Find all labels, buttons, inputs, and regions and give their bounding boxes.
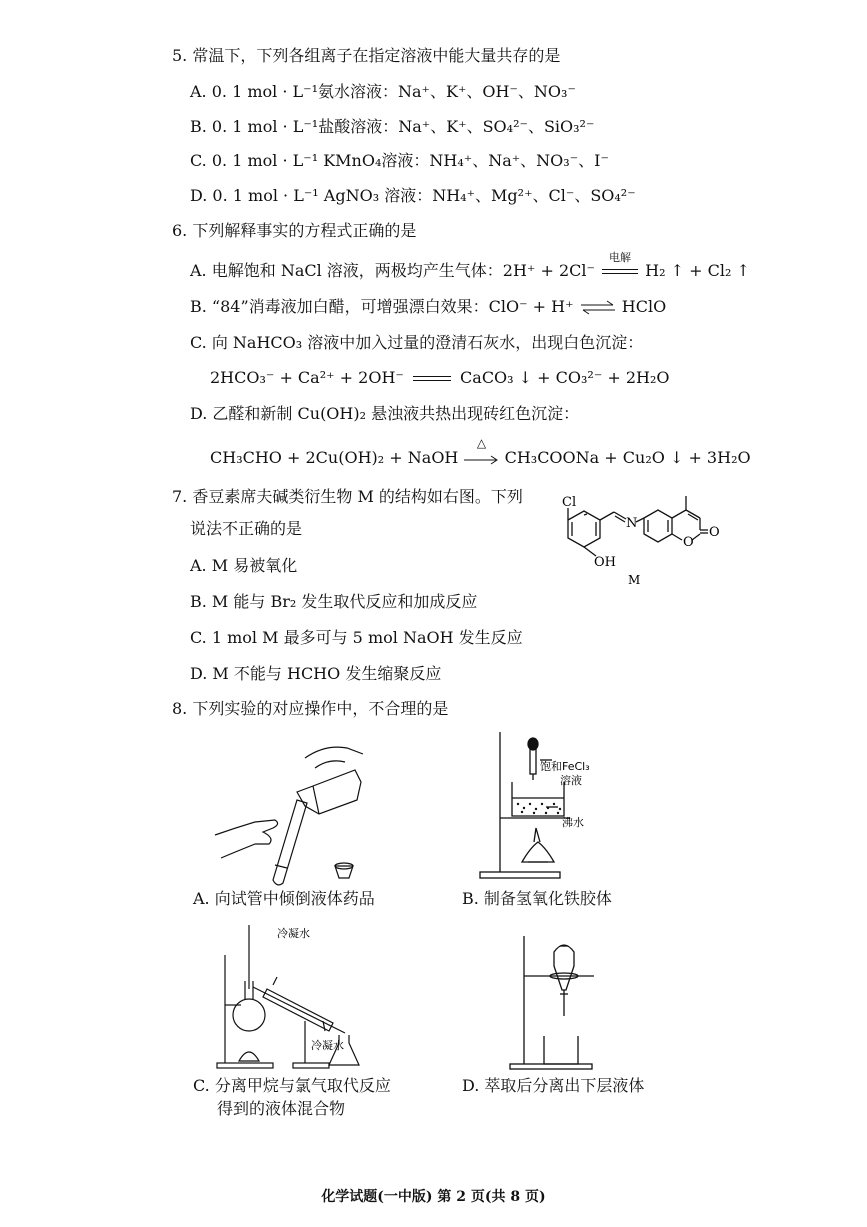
q7-option-d: D. M 不能与 HCHO 发生缩聚反应 xyxy=(190,664,442,683)
q5-stem: 5. 常温下，下列各组离子在指定溶液中能大量共存的是 xyxy=(172,46,561,65)
q7-stem-line1: 7. 香豆素席夫碱类衍生物 M 的结构如右图。下列 xyxy=(172,487,523,506)
q6-a-tail: H₂ ↑ + Cl₂ ↑ xyxy=(645,261,750,280)
solution-label: 溶液 xyxy=(560,774,582,787)
electrolysis-condition: 电解 xyxy=(609,251,632,264)
reversible-arrow-icon xyxy=(579,301,617,315)
caption-c-line2: 得到的液体混合物 xyxy=(217,1099,346,1118)
electrolysis-sign xyxy=(600,251,640,281)
q6-d-equation xyxy=(210,435,751,469)
equals-sign xyxy=(602,269,638,274)
q5-option-c: C. 0. 1 mol · L⁻¹ KMnO₄溶液：NH₄⁺、Na⁺、NO₃⁻、I⁻ xyxy=(190,151,609,170)
figure-b-colloid xyxy=(478,732,608,887)
condenser-water-label-1: 冷凝水 xyxy=(277,927,310,940)
q6-c-left: 2HCO₃⁻ + Ca²⁺ + 2OH⁻ xyxy=(210,368,404,387)
q6-option-b xyxy=(190,297,666,317)
figure-c-distillation xyxy=(215,925,365,1075)
o-carbonyl-label: O xyxy=(709,525,720,540)
figure-d-separatory-funnel xyxy=(508,932,618,1072)
heat-arrow xyxy=(463,435,499,469)
q6-stem: 6. 下列解释事实的方程式正确的是 xyxy=(172,221,417,240)
q6-d-right: CH₃COONa + Cu₂O ↓ + 3H₂O xyxy=(504,448,751,467)
boiling-water-label: 沸水 xyxy=(562,816,584,829)
q6-option-a xyxy=(190,251,750,281)
q6-a-text: A. 电解饱和 NaCl 溶液，两极均产生气体：2H⁺ + 2Cl⁻ xyxy=(190,261,595,280)
o-ring-label: O xyxy=(683,535,694,550)
caption-d: D. 萃取后分离出下层液体 xyxy=(462,1076,645,1095)
figure-a-pouring xyxy=(215,740,365,885)
q7-option-c: C. 1 mol M 最多可与 5 mol NaOH 发生反应 xyxy=(190,628,523,647)
q6-c-equation xyxy=(210,368,670,388)
page-footer: 化学试题(一中版) 第 2 页(共 8 页) xyxy=(321,1189,546,1205)
molecule-m-structure xyxy=(548,492,718,590)
q6-option-c: C. 向 NaHCO₃ 溶液中加入过量的澄清石灰水，出现白色沉淀： xyxy=(190,333,644,352)
n-label: N xyxy=(626,516,638,531)
q5-option-a: A. 0. 1 mol · L⁻¹氨水溶液：Na⁺、K⁺、OH⁻、NO₃⁻ xyxy=(190,82,576,101)
arrow-right-icon xyxy=(464,456,498,464)
cl-label: Cl xyxy=(562,495,577,510)
caption-a: A. 向试管中倾倒液体药品 xyxy=(193,889,375,908)
caption-c-line1: C. 分离甲烷与氯气取代反应 xyxy=(193,1076,391,1095)
q5-option-b: B. 0. 1 mol · L⁻¹盐酸溶液：Na⁺、K⁺、SO₄²⁻、SiO₃²⁻ xyxy=(190,117,595,136)
q6-option-d: D. 乙醛和新制 Cu(OH)₂ 悬浊液共热出现砖红色沉淀： xyxy=(190,404,580,423)
fecl3-label: 饱和FeCl₃ xyxy=(540,760,590,773)
molecule-label: M xyxy=(628,573,641,587)
q6-c-right: CaCO₃ ↓ + CO₃²⁻ + 2H₂O xyxy=(460,368,670,387)
q8-stem: 8. 下列实验的对应操作中，不合理的是 xyxy=(172,699,449,718)
q6-d-left: CH₃CHO + 2Cu(OH)₂ + NaOH xyxy=(210,448,459,467)
condenser-water-label-2: 冷凝水 xyxy=(311,1039,344,1052)
oh-label: OH xyxy=(594,555,616,570)
q7-option-b: B. M 能与 Br₂ 发生取代反应和加成反应 xyxy=(190,592,478,611)
q7-stem-line2: 说法不正确的是 xyxy=(190,519,303,538)
q6-b-tail: HClO xyxy=(621,297,667,316)
heat-condition: △ xyxy=(476,435,487,450)
q7-option-a: A. M 易被氧化 xyxy=(190,556,298,575)
q5-option-d: D. 0. 1 mol · L⁻¹ AgNO₃ 溶液：NH₄⁺、Mg²⁺、Cl⁻、SO₄²⁻ xyxy=(190,186,636,205)
q6-b-text: B. “84”消毒液加白醋，可增强漂白效果：ClO⁻ + H⁺ xyxy=(190,297,574,316)
equals-sign xyxy=(413,376,451,381)
caption-b: B. 制备氢氧化铁胶体 xyxy=(462,889,612,908)
